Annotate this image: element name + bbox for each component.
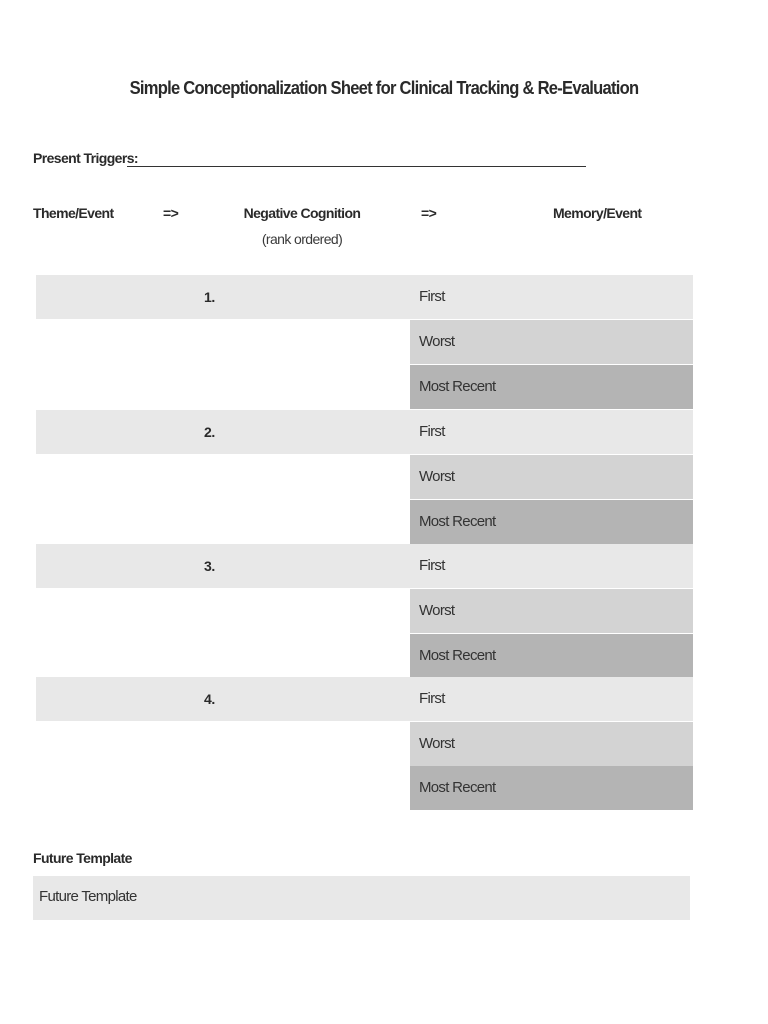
memory-worst-label: Worst: [419, 333, 455, 350]
row-number: 4.: [204, 691, 215, 707]
memory-worst-1[interactable]: [410, 320, 693, 364]
header-negative-cognition: Negative Cognition: [243, 205, 361, 221]
memory-recent-2[interactable]: [410, 500, 693, 544]
memory-first-label: First: [419, 288, 445, 305]
memory-worst-3[interactable]: [410, 589, 693, 633]
memory-first-label: First: [419, 557, 445, 574]
future-template-heading: Future Template: [33, 850, 132, 866]
memory-recent-label: Most Recent: [419, 779, 496, 796]
header-arrow: =>: [163, 205, 179, 221]
memory-first-2[interactable]: [410, 410, 693, 454]
header-memory-event: Memory/Event: [553, 205, 642, 221]
memory-worst-label: Worst: [419, 735, 455, 752]
memory-first-4[interactable]: [410, 677, 693, 721]
header-arrow: =>: [421, 205, 437, 221]
memory-first-label: First: [419, 690, 445, 707]
memory-first-label: First: [419, 423, 445, 440]
memory-recent-label: Most Recent: [419, 647, 496, 664]
present-triggers-field[interactable]: [127, 166, 586, 167]
row-number: 3.: [204, 558, 215, 574]
memory-worst-4[interactable]: [410, 722, 693, 766]
row-number: 1.: [204, 289, 215, 305]
header-rank-ordered: (rank ordered): [261, 231, 343, 247]
memory-first-1[interactable]: [410, 275, 693, 319]
future-template-field[interactable]: [33, 876, 690, 920]
memory-recent-label: Most Recent: [419, 513, 496, 530]
memory-worst-label: Worst: [419, 602, 455, 619]
memory-recent-label: Most Recent: [419, 378, 496, 395]
row-number: 2.: [204, 424, 215, 440]
page-title: Simple Conceptionalization Sheet for Clinical Tracking & Re-Evaluation: [129, 78, 639, 98]
present-triggers-label: Present Triggers:: [33, 150, 138, 166]
memory-worst-2[interactable]: [410, 455, 693, 499]
memory-recent-4[interactable]: [410, 766, 693, 810]
memory-first-3[interactable]: [410, 544, 693, 588]
memory-recent-3[interactable]: [410, 634, 693, 678]
memory-worst-label: Worst: [419, 468, 455, 485]
header-theme-event: Theme/Event: [33, 205, 114, 221]
future-template-text: Future Template: [39, 888, 137, 905]
memory-recent-1[interactable]: [410, 365, 693, 409]
